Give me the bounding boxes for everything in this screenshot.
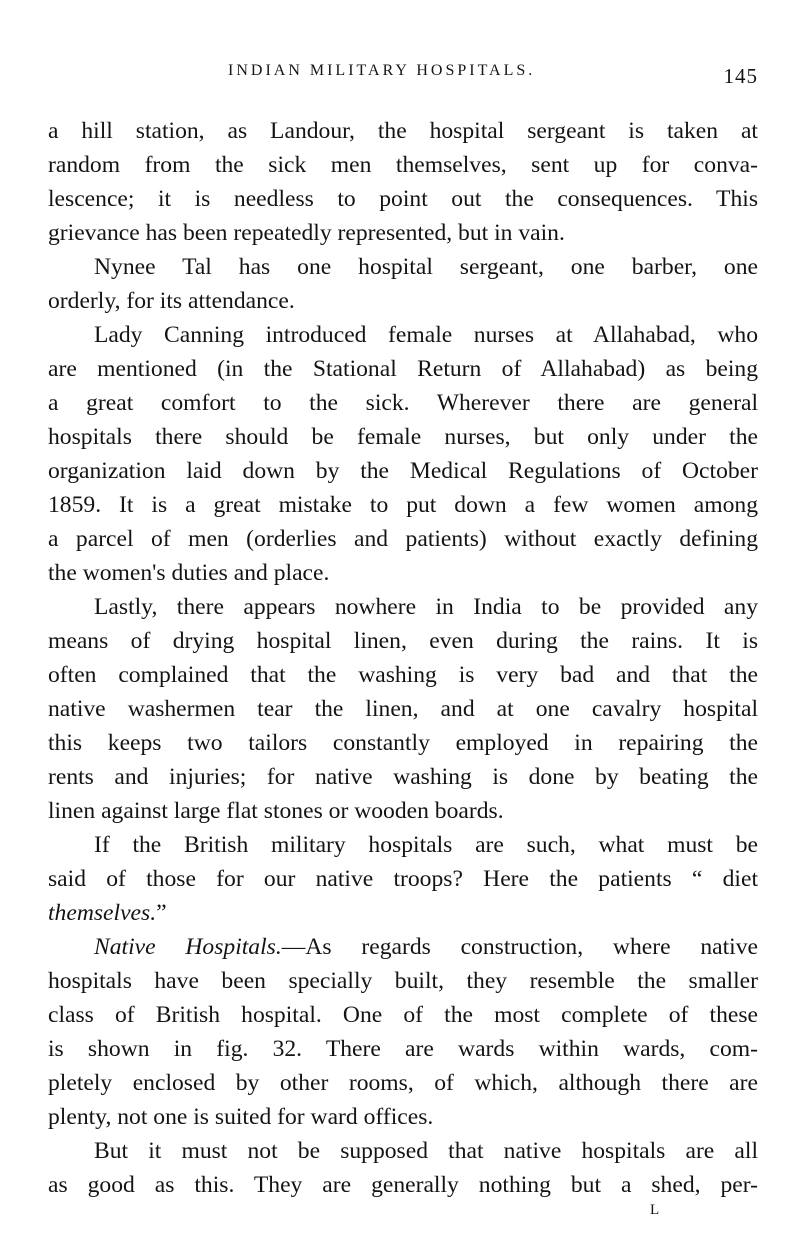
text-line: the women's duties and place. <box>48 560 330 586</box>
page-number: 145 <box>723 64 758 88</box>
paragraph-7 <box>48 1134 758 1202</box>
text-line: as good as this. They are generally nothing but a shed, per- <box>48 1172 758 1198</box>
signature-mark: L <box>650 1202 661 1218</box>
text-line <box>48 896 758 930</box>
text-line: If the British military hospitals are such, what must be <box>94 832 758 858</box>
text-line: But it must not be supposed that native hospitals are all <box>94 1138 758 1164</box>
text-line: pletely enclosed by other rooms, of which, although there are <box>48 1070 758 1096</box>
body-text <box>48 114 758 1202</box>
text-line: lescence; it is needless to point out the consequences. This <box>48 186 758 212</box>
text-line: are mentioned (in the Stational Return of Allahabad) as being <box>48 356 758 382</box>
text-line: plenty, not one is suited for ward offices. <box>48 1104 434 1130</box>
text-line: hospitals there should be female nurses, but only under the <box>48 424 758 450</box>
section-sidehead: Native Hospitals. <box>94 934 282 960</box>
text-line: linen against large flat stones or wooden boards. <box>48 798 504 824</box>
text-line <box>48 930 758 964</box>
paragraph-2 <box>48 250 758 318</box>
text-line: hospitals have been specially built, they resemble the smaller <box>48 968 758 994</box>
running-head <box>48 62 758 92</box>
text-line: a great comfort to the sick. Wherever there are general <box>48 390 758 416</box>
italic-text: themselves. <box>48 900 157 926</box>
text-line: this keeps two tailors constantly employed in repairing the <box>48 730 758 756</box>
text-line: rents and injuries; for native washing is done by beating the <box>48 764 758 790</box>
text-line: grievance has been repeatedly represented, but in vain. <box>48 220 565 246</box>
paragraph-6 <box>48 930 758 1134</box>
paragraph-1 <box>48 114 758 250</box>
paragraph-4 <box>48 590 758 828</box>
paragraph-5 <box>48 828 758 930</box>
text-line: organization laid down by the Medical Regulations of October <box>48 458 758 484</box>
text-fragment: —As regards construction, where native <box>281 934 758 960</box>
text-line: 1859. It is a great mistake to put down a few women among <box>48 492 758 518</box>
text-line: random from the sick men themselves, sent up for conva- <box>48 152 758 178</box>
text-line: means of drying hospital linen, even during the rains. It is <box>48 628 758 654</box>
closing-quote: ” <box>156 900 167 926</box>
text-line: often complained that the washing is very bad and that the <box>48 662 758 688</box>
text-line: orderly, for its attendance. <box>48 288 295 314</box>
paragraph-3 <box>48 318 758 590</box>
text-line: is shown in fig. 32. There are wards within wards, com- <box>48 1036 758 1062</box>
text-line: native washermen tear the linen, and at one cavalry hospital <box>48 696 758 722</box>
text-line: class of British hospital. One of the most complete of these <box>48 1002 758 1028</box>
text-line: Nynee Tal has one hospital sergeant, one barber, one <box>94 254 758 280</box>
text-line: Lady Canning introduced female nurses at Allahabad, who <box>94 322 758 348</box>
running-title: INDIAN MILITARY HOSPITALS. <box>228 62 536 79</box>
text-line: Lastly, there appears nowhere in India to be provided any <box>94 594 758 620</box>
text-line: said of those for our native troops? Here the patients “ diet <box>48 866 758 892</box>
text-line: a hill station, as Landour, the hospital sergeant is taken at <box>48 118 758 144</box>
text-line: a parcel of men (orderlies and patients) without exactly defining <box>48 526 758 552</box>
